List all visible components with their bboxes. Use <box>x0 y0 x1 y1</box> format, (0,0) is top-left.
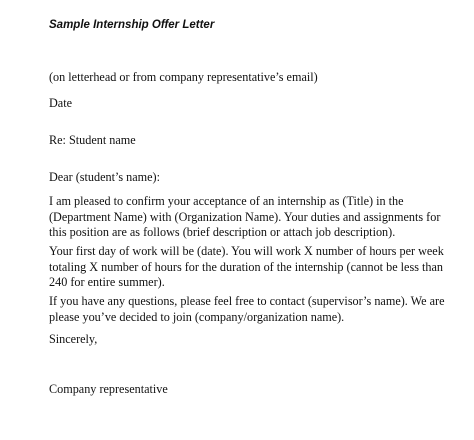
salutation: Dear (student’s name): <box>49 170 161 184</box>
paragraph-line: this position are as follows (brief description or attach job description). <box>49 225 396 239</box>
paragraph-line: If you have any questions, please feel free to contact (supervisor’s name). We are <box>49 294 445 308</box>
re-line: Re: Student name <box>49 133 136 147</box>
date-line: Date <box>49 96 73 110</box>
paragraph-line: (Department Name) with (Organization Name). Your duties and assignments for <box>49 209 441 224</box>
paragraph-line: 240 for entire summer). <box>49 275 165 289</box>
paragraph-schedule <box>49 244 469 291</box>
paragraph-acceptance <box>49 194 469 241</box>
paragraph-line: I am pleased to confirm your acceptance of an internship as (Title) in the <box>49 194 404 208</box>
letterhead-note: (on letterhead or from company representative’s email) <box>49 70 318 84</box>
paragraph-line: totaling X number of hours for the duration of the internship (cannot be less than <box>49 259 443 274</box>
paragraph-line: please you’ve decided to join (company/organization name). <box>49 309 345 324</box>
paragraph-line: Your first day of work will be (date). You will work X number of hours per week <box>49 244 444 258</box>
paragraph-contact <box>49 294 469 325</box>
closing: Sincerely, <box>49 332 98 346</box>
letter-title: Sample Internship Offer Letter <box>49 19 215 31</box>
signature: Company representative <box>49 382 168 396</box>
